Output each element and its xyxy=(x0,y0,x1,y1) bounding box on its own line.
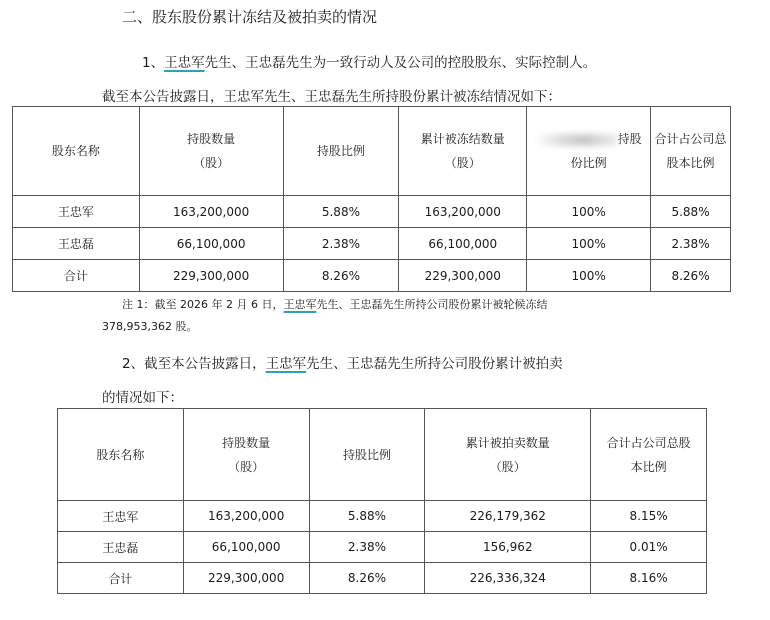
table-cell: 王忠军 xyxy=(58,501,184,532)
header-cell: 累计被冻结数量 （股） xyxy=(399,107,527,196)
table-cell: 100% xyxy=(527,260,651,292)
table-cell: 100% xyxy=(527,196,651,228)
table-row xyxy=(58,532,707,563)
table-cell: 合计 xyxy=(58,563,184,594)
table-cell: 163,200,000 xyxy=(139,196,283,228)
header-cell: 股东名称 xyxy=(13,107,140,196)
freeze-table xyxy=(12,106,731,292)
table-cell: 5.88% xyxy=(651,196,731,228)
table-cell: 2.38% xyxy=(651,228,731,260)
footnote xyxy=(122,296,547,312)
table-cell: 8.26% xyxy=(651,260,731,292)
table-cell: 229,300,000 xyxy=(139,260,283,292)
footnote-text: 注 1：截至 2026 年 2 月 6 日， xyxy=(122,298,284,311)
blurred-region xyxy=(536,134,618,146)
table-cell: 226,336,324 xyxy=(425,563,591,594)
section2-text: 2、截至本公告披露日， xyxy=(122,356,266,372)
header-cell: 合计占公司总 股本比例 xyxy=(651,107,731,196)
paragraph-freeze-intro: 截至本公告披露日，王忠军先生、王忠磊先生所持股份累计被冻结情况如下： xyxy=(102,89,561,105)
table-cell: 8.26% xyxy=(283,260,399,292)
table-cell: 163,200,000 xyxy=(183,501,309,532)
section-heading: 二、股东股份累计冻结及被拍卖的情况 xyxy=(122,8,378,26)
table-header-row xyxy=(58,409,707,501)
footnote-text: 先生、王忠磊先生所持公司股份累计被轮候冻结 xyxy=(316,298,548,311)
table-cell: 合计 xyxy=(13,260,140,292)
section2-intro xyxy=(122,352,563,372)
table-row xyxy=(58,501,707,532)
table-cell: 王忠磊 xyxy=(13,228,140,260)
table-cell: 66,100,000 xyxy=(399,228,527,260)
table-cell: 王忠军 xyxy=(13,196,140,228)
footnote-line-2: 378,953,362 股。 xyxy=(102,320,198,333)
table-cell: 2.38% xyxy=(309,532,425,563)
table-row-total xyxy=(58,563,707,594)
header-cell: 合计占公司总股 本比例 xyxy=(591,409,707,501)
table-cell: 66,100,000 xyxy=(183,532,309,563)
person-name-highlight: 王忠军 xyxy=(283,298,317,311)
table-cell: 100% xyxy=(527,228,651,260)
section2-intro-line-2: 的情况如下： xyxy=(102,390,183,406)
table-cell: 王忠磊 xyxy=(58,532,184,563)
person-name-highlight: 王忠军 xyxy=(265,356,307,372)
table-row xyxy=(13,196,731,228)
table-cell: 8.15% xyxy=(591,501,707,532)
table-cell: 156,962 xyxy=(425,532,591,563)
table-cell: 8.16% xyxy=(591,563,707,594)
table-cell: 5.88% xyxy=(309,501,425,532)
table-cell: 226,179,362 xyxy=(425,501,591,532)
header-cell: 累计被拍卖数量 （股） xyxy=(425,409,591,501)
auction-table xyxy=(57,408,707,594)
section2-text: 先生、王忠磊先生所持公司股份累计被拍卖 xyxy=(306,356,563,372)
table-cell: 2.38% xyxy=(283,228,399,260)
header-cell: 持股数量 （股） xyxy=(139,107,283,196)
table-cell: 5.88% xyxy=(283,196,399,228)
paragraph-number: 1、 xyxy=(142,55,165,71)
header-cell: 持股比例 xyxy=(309,409,425,501)
paragraph-text: 先生、王忠磊先生为一致行动人及公司的控股股东、实际控制人。 xyxy=(204,55,597,71)
table-cell: 229,300,000 xyxy=(399,260,527,292)
table-cell: 8.26% xyxy=(309,563,425,594)
table-row-total xyxy=(13,260,731,292)
header-cell: 股东名称 xyxy=(58,409,184,501)
header-cell: 持股 份比例 xyxy=(527,107,651,196)
header-cell: 持股比例 xyxy=(283,107,399,196)
table-cell: 229,300,000 xyxy=(183,563,309,594)
table-cell: 66,100,000 xyxy=(139,228,283,260)
header-cell: 持股数量 （股） xyxy=(183,409,309,501)
person-name-highlight: 王忠军 xyxy=(164,55,205,71)
table-cell: 163,200,000 xyxy=(399,196,527,228)
paragraph-controllers xyxy=(142,51,596,71)
table-cell: 0.01% xyxy=(591,532,707,563)
table-header-row xyxy=(13,107,731,196)
table-row xyxy=(13,228,731,260)
